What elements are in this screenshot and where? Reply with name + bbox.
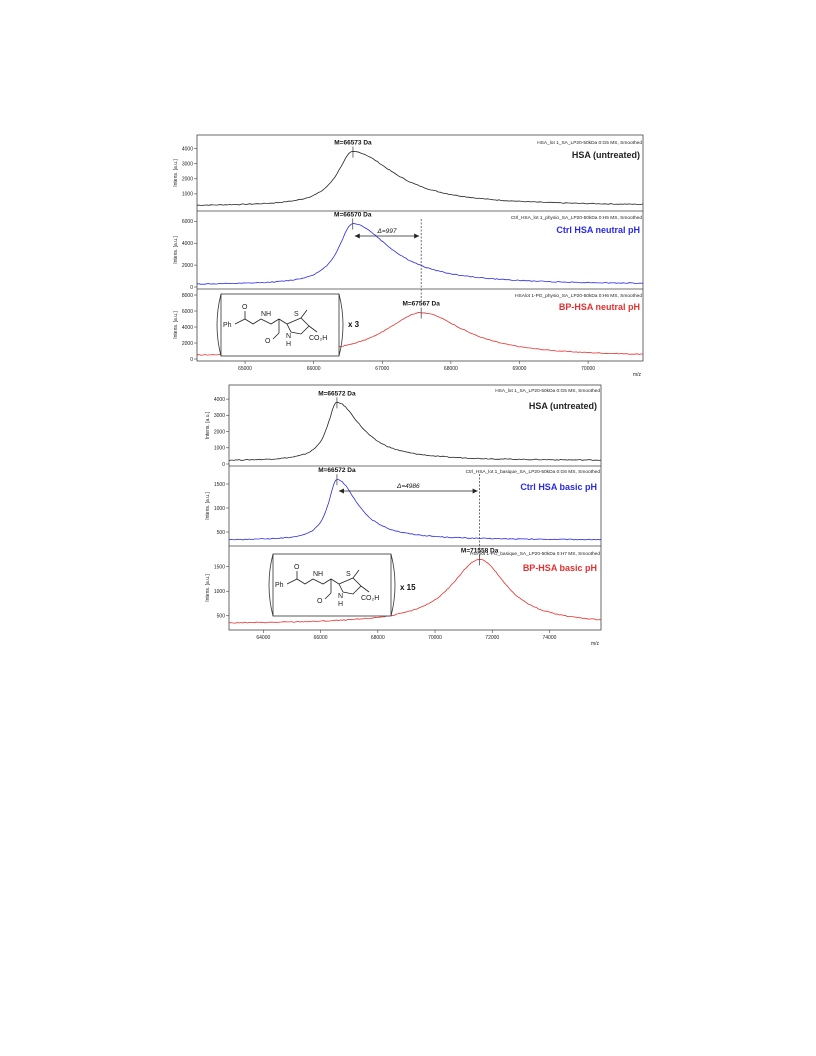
- x-axis-label: m/z: [590, 641, 599, 647]
- y-tick-label: 1000: [213, 445, 225, 452]
- x-tick-label: 72000: [485, 635, 500, 641]
- x-tick-label: 70000: [581, 366, 596, 372]
- structure-o1: O: [242, 304, 248, 311]
- y-tick-label: 6000: [181, 219, 193, 226]
- y-tick-label: 8000: [181, 292, 193, 299]
- structure-n: N: [286, 333, 292, 340]
- x-axis: [238, 361, 641, 378]
- y-axis-label: Intens. [a.u.]: [205, 492, 211, 520]
- x-axis: [256, 630, 599, 647]
- structure-o2: O: [317, 598, 323, 605]
- structure-nh: NH: [313, 571, 324, 578]
- x-tick-label: 66000: [306, 366, 321, 372]
- x-tick-label: 67000: [375, 366, 390, 372]
- x-tick-label: 70000: [428, 635, 442, 641]
- structure-box: [273, 554, 391, 616]
- y-tick-label: 3000: [181, 161, 193, 168]
- x-tick-label: 68000: [443, 366, 458, 372]
- y-axis-label: Intens. [a.u.]: [173, 236, 179, 264]
- spectrum-file-label: HSA_lot 1_SA_LP20-50kDa 0:G5 MS, Smoothed: [495, 389, 600, 394]
- structure-left-brace: [269, 554, 273, 616]
- shift-arrow-head-right: [414, 234, 419, 239]
- spectrum-file-label: HSAlot 1-PG_physio_SA_LP20-50kDa 0:H6 MS, Smoothed: [515, 294, 642, 299]
- spectrum-file-label: HSA_lot 1_SA_LP20-50kDa 0:G5 MS, Smoothed: [537, 141, 642, 146]
- structure-diagram-bottom: [269, 554, 395, 616]
- x-tick-label: 64000: [256, 635, 271, 641]
- y-tick-label: 500: [216, 529, 225, 536]
- spectrum-panel-bp-hsa-basic: [205, 547, 601, 623]
- shift-arrow-head-left: [355, 234, 360, 239]
- peak-mass-label: M=66572 Da: [318, 467, 356, 475]
- structure-s: S: [294, 311, 299, 318]
- spectrum-panel-ctrl-hsa-neutral: [173, 212, 643, 291]
- y-tick-label: 2000: [181, 340, 193, 347]
- y-tick-label: 1000: [213, 589, 225, 596]
- y-tick-label: 1000: [213, 505, 225, 512]
- peak-mass-label: M=67567 Da: [402, 300, 440, 308]
- y-axis-label: Intens. [a.u.]: [173, 311, 179, 339]
- structure-box: [221, 294, 339, 356]
- structure-s: S: [346, 571, 351, 578]
- sample-label: Ctrl HSA basic pH: [520, 482, 597, 492]
- derivatization-multiplier: x 15: [400, 583, 416, 592]
- peak-mass-label: M=71558 Da: [460, 547, 499, 555]
- y-axis-label: Intens. [a.u.]: [205, 411, 211, 440]
- y-tick-label: 4000: [181, 324, 193, 331]
- spectrum-file-label: Ctrl_HSA_lot 1_physio_SA_LP20-50kDa 0:H5 MS, Smoothed: [510, 216, 642, 221]
- y-tick-label: 2000: [213, 429, 225, 436]
- y-tick-label: 0: [222, 461, 225, 468]
- structure-co2h: CO₂H: [361, 595, 380, 602]
- y-tick-label: 1500: [213, 481, 225, 488]
- x-tick-label: 74000: [542, 635, 557, 641]
- y-tick-label: 4000: [213, 396, 225, 403]
- spectrum-panel-ctrl-hsa-basic: [205, 467, 601, 540]
- structure-h: H: [338, 601, 344, 608]
- structure-o2: O: [265, 338, 271, 345]
- y-tick-label: 2000: [181, 176, 193, 183]
- y-axis-label: Intens. [a.u.]: [205, 574, 211, 602]
- y-tick-label: 2000: [181, 262, 193, 269]
- peak-mass-label: M=66573 Da: [334, 139, 372, 147]
- y-tick-label: 1500: [213, 564, 225, 571]
- x-axis-label: m/z: [632, 372, 641, 378]
- mass-shift-label: Δ=4986: [396, 483, 420, 490]
- y-tick-label: 0: [190, 284, 193, 291]
- sample-label: BP-HSA basic pH: [522, 563, 597, 573]
- structure-ph: Ph: [275, 582, 284, 589]
- spectrum-file-label: Ctrl_HSA_lot 1_basique_SA_LP20-50kDa 0:G6 MS, Smoothed: [465, 470, 600, 475]
- spectrum-panel-hsa-untreated-1: [173, 140, 643, 206]
- structure-co2h: CO₂H: [309, 335, 328, 342]
- sample-label: HSA (untreated): [571, 150, 640, 160]
- spectrum-file-label: HSAlot 1-PG_basique_SA_LP20-50kDa 0:H7 MS, Smoothed: [470, 552, 600, 557]
- structure-o1: O: [294, 564, 300, 571]
- y-tick-label: 1000: [181, 191, 193, 198]
- y-tick-label: 3000: [213, 413, 225, 420]
- mass-shift-annotation: [339, 474, 480, 558]
- shift-arrow-head-right: [473, 489, 478, 494]
- peak-mass-label: M=66572 Da: [318, 390, 356, 398]
- y-tick-label: 4000: [181, 241, 193, 248]
- mass-shift-label: Δ=997: [377, 228, 397, 235]
- y-tick-label: 4000: [181, 146, 193, 153]
- spectrum-panel-hsa-untreated-2: [205, 388, 601, 468]
- x-tick-label: 69000: [512, 366, 527, 372]
- structure-nh: NH: [261, 311, 272, 318]
- y-tick-label: 6000: [181, 308, 193, 315]
- x-tick-label: 66000: [313, 635, 328, 641]
- sample-label: BP-HSA neutral pH: [558, 302, 640, 312]
- structure-right-brace: [391, 554, 395, 616]
- y-axis-label: Intens. [a.u.]: [173, 159, 179, 187]
- sample-label: HSA (untreated): [528, 401, 597, 411]
- bottom-spectra-figure: [205, 385, 601, 647]
- derivatization-multiplier: x 3: [348, 320, 360, 329]
- x-tick-label: 65000: [238, 366, 252, 372]
- y-tick-label: 500: [216, 613, 225, 620]
- sample-label: Ctrl HSA neutral pH: [556, 225, 640, 235]
- structure-diagram-top: [217, 294, 343, 356]
- structure-n: N: [338, 593, 344, 600]
- shift-arrow-head-left: [339, 489, 344, 494]
- peak-mass-label: M=66570 Da: [334, 211, 372, 219]
- spectrum-line: [229, 402, 601, 460]
- structure-left-brace: [217, 294, 221, 356]
- y-tick-label: 0: [190, 356, 193, 363]
- structure-h: H: [286, 341, 292, 348]
- structure-ph: Ph: [223, 322, 232, 329]
- x-tick-label: 68000: [370, 635, 385, 641]
